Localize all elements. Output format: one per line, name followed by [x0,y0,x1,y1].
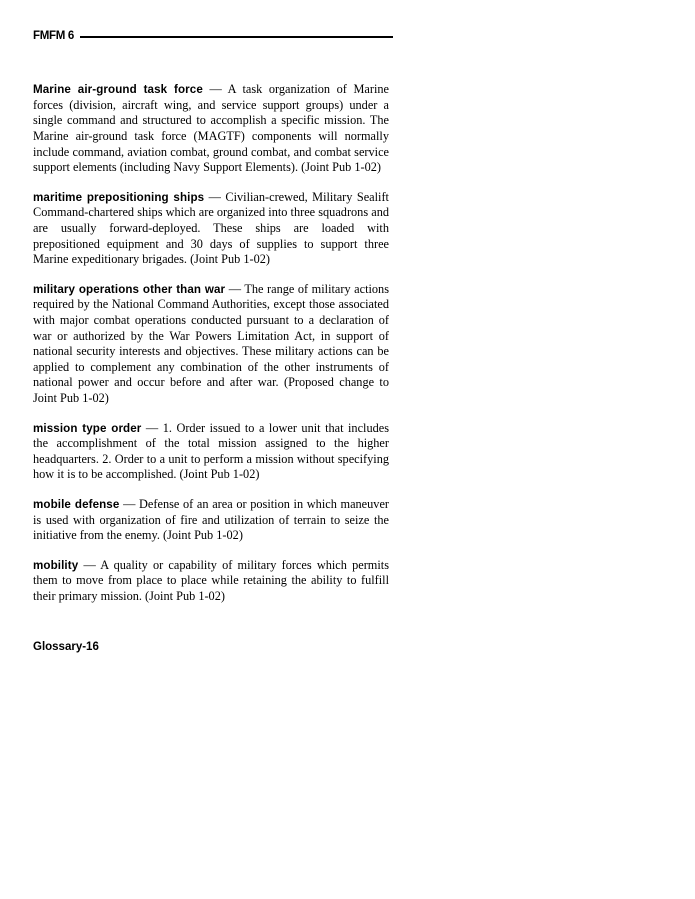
glossary-term: military operations other than war [33,282,226,296]
page-header [33,30,393,42]
glossary-definition: — 1. Order issued to a lower unit that includes the accomplishment of the total mission assigned to the higher headquarters. 2. Order to a unit to perform a mission without specifying how it is to be accomplished. (Joint Pub 1-02) [33,420,389,482]
glossary-entry [33,82,389,176]
glossary-entries [33,70,389,619]
glossary-entry [33,558,389,605]
glossary-entry [33,190,389,268]
glossary-definition: — A quality or capability of military forces which permits them to move from place to place while retaining the ability to fulfill their primary mission. (Joint Pub 1-02) [33,557,389,603]
glossary-definition: — The range of military actions required by the National Command Authorities, except those associated with major combat operations conducted pursuant to a declaration of war or authorized by the War Powers Limitation Act, in support of national security interests and objectives. These military actions can be applied to complement any combination of the other instruments of national power and occur before and after war. (Proposed change to Joint Pub 1-02) [33,281,389,405]
glossary-definition: — Civilian-crewed, Military Sealift Command-chartered ships which are organized into three squadrons and are usually forward-deployed. These ships are loaded with prepositioned equipment and 30 days of supplies to support three Marine expeditionary brigades. (Joint Pub 1-02) [33,189,389,267]
glossary-entry [33,421,389,483]
glossary-definition: — A task organization of Marine forces (division, aircraft wing, and service support groups) under a single command and structured to accomplish a specific mission. The Marine air-ground task force (MAGTF) components will normally include command, aviation combat, ground combat, and combat service support elements (including Navy Support Elements). (Joint Pub 1-02) [33,82,389,175]
header-manual-id: FMFM 6 [33,30,74,42]
page-footer: Glossary-16 [33,641,99,653]
header-rule [80,36,393,38]
glossary-entry [33,497,389,544]
glossary-term: mission type order [33,421,142,435]
glossary-term: mobility [33,558,79,572]
glossary-definition: — Defense of an area or position in which maneuver is used with organization of fire and utilization of terrain to seize the initiative from the enemy. (Joint Pub 1-02) [33,496,389,543]
glossary-term: maritime prepositioning ships [33,190,205,204]
glossary-term: Marine air-ground task force [33,83,203,97]
glossary-term: mobile defense [33,497,120,511]
glossary-entry [33,282,389,407]
